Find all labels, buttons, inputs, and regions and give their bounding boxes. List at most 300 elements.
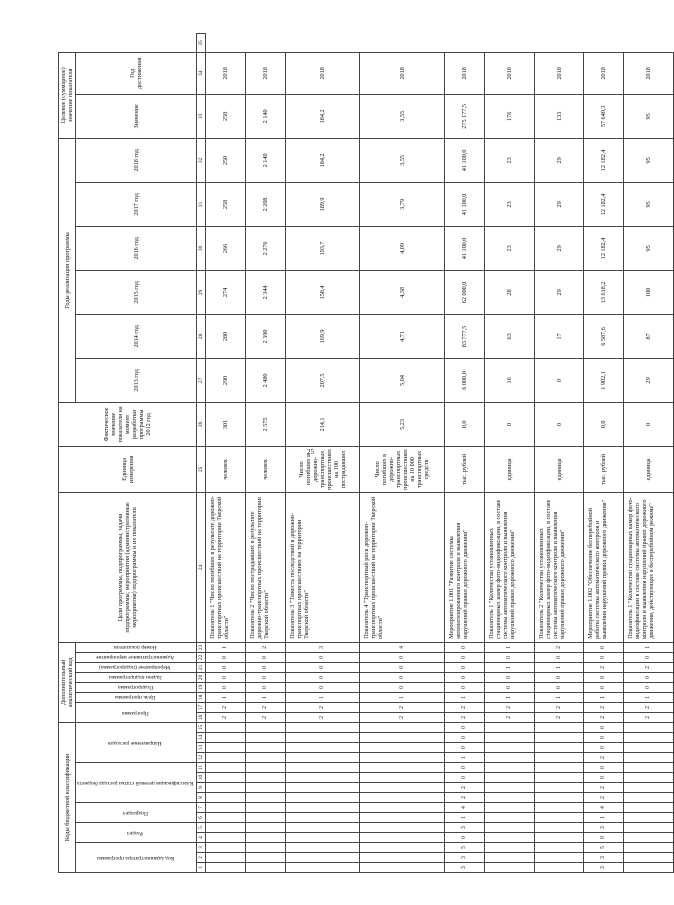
column-number: 24	[197, 492, 206, 642]
code-cell: 3	[444, 863, 484, 873]
code-cell: 0	[624, 652, 674, 662]
column-number: 10	[197, 773, 206, 783]
code-cell: 0	[534, 672, 584, 682]
code-cell	[286, 853, 360, 863]
header-final-group: Целевое (суммарное) значение показателя	[59, 52, 76, 138]
indicator-name: Показатель 2 "Количество установленных стационарных камер фото-видеофиксации, в составе системы автоматического контроля и выявления нарушений правил дорожного движения"	[534, 492, 584, 642]
code-cell	[534, 853, 584, 863]
code-cell	[246, 853, 286, 863]
code-cell	[624, 823, 674, 833]
code-cell: 1	[360, 692, 444, 702]
year-value-cell: 258	[206, 182, 246, 226]
indicator-name: Показатель 1 "Количество установленных стационарных камер фото-видеофиксации, в составе системы автоматического контроля и выявления нарушений правил дорожного движения"	[484, 492, 534, 642]
code-cell: 2	[534, 702, 584, 712]
column-number: 23	[197, 642, 206, 652]
base-value-cell: 0	[484, 402, 534, 446]
code-cell: 1	[624, 692, 674, 702]
final-value-cell: 250	[206, 94, 246, 138]
code-cell	[534, 753, 584, 763]
code-cell	[206, 783, 246, 793]
code-cell: 0	[484, 672, 534, 682]
code-cell	[624, 722, 674, 732]
extra-label-2	[76, 682, 197, 692]
code-cell: 2	[534, 712, 584, 722]
table-row	[484, 34, 534, 873]
table-header	[59, 34, 206, 873]
base-value-cell: 0	[534, 402, 584, 446]
code-cell: 1	[484, 642, 534, 652]
year-value-cell: 29	[534, 182, 584, 226]
code-label-0-text: Код администратора программы	[96, 855, 174, 861]
year-header-1: 2014 год	[76, 314, 197, 358]
code-cell	[624, 793, 674, 803]
final-year-cell: 2018	[444, 52, 484, 94]
code-cell: 2	[624, 702, 674, 712]
code-cell: 2	[534, 642, 584, 652]
code-cell	[484, 823, 534, 833]
final-year-cell: 2018	[624, 52, 674, 94]
year-value-cell: 41 100,0	[444, 138, 484, 182]
code-label-4-text: Направление расходов	[108, 739, 163, 746]
final-value-cell: 3,55	[360, 94, 444, 138]
base-value-cell: 214,1	[286, 402, 360, 446]
year-value-cell: 29	[624, 358, 674, 402]
year-value-cell: 193,7	[286, 226, 360, 270]
code-cell: 0	[444, 743, 484, 753]
code-cell: 2	[444, 712, 484, 722]
year-value-cell: 62 000,0	[444, 270, 484, 314]
code-cell: 0	[360, 682, 444, 692]
code-cell: 2	[246, 642, 286, 652]
year-value-cell: 158,4	[286, 270, 360, 314]
code-cell	[534, 843, 584, 853]
code-cell: 2	[584, 662, 624, 672]
code-cell	[624, 753, 674, 763]
column-number: 26	[197, 402, 206, 446]
code-cell	[624, 803, 674, 813]
code-cell: 2	[206, 702, 246, 712]
final-year-cell: 2018	[286, 52, 360, 94]
extra-label-1	[76, 692, 197, 702]
code-cell: 0	[624, 672, 674, 682]
column-number: 18	[197, 692, 206, 702]
code-cell	[484, 803, 534, 813]
code-cell	[286, 803, 360, 813]
code-cell	[206, 773, 246, 783]
column-number: 2	[197, 853, 206, 863]
code-cell	[360, 793, 444, 803]
code-cell: 3	[584, 863, 624, 873]
unit-cell: человек	[206, 446, 246, 492]
code-cell: 0	[286, 682, 360, 692]
final-year-cell: 2018	[534, 52, 584, 94]
code-cell	[534, 833, 584, 843]
code-cell	[286, 773, 360, 783]
code-cell: 0	[246, 682, 286, 692]
code-cell: 1	[206, 642, 246, 652]
code-cell	[246, 722, 286, 732]
code-cell	[246, 753, 286, 763]
code-cell	[206, 803, 246, 813]
table-row	[286, 34, 360, 873]
code-cell: 0	[444, 773, 484, 783]
year-value-cell: 3,55	[360, 138, 444, 182]
code-label-0	[76, 843, 197, 873]
column-number: 31	[197, 182, 206, 226]
extra-label-0	[76, 702, 197, 722]
code-cell	[206, 793, 246, 803]
code-cell: 0	[246, 662, 286, 672]
code-cell: 0	[444, 672, 484, 682]
code-cell: 0	[584, 763, 624, 773]
final-year-header: Год достижения	[76, 52, 197, 94]
code-cell: 1	[484, 692, 534, 702]
code-cell: 3	[584, 823, 624, 833]
code-cell	[624, 833, 674, 843]
code-cell	[360, 743, 444, 753]
code-cell	[206, 853, 246, 863]
code-cell	[286, 743, 360, 753]
year-value-cell: 83 777,5	[444, 314, 484, 358]
code-cell	[246, 843, 286, 853]
code-cell	[624, 813, 674, 823]
year-value-cell: 29	[534, 138, 584, 182]
final-year-cell: 2018	[584, 52, 624, 94]
code-cell	[484, 733, 534, 743]
code-cell	[360, 853, 444, 863]
unit-cell: единица	[624, 446, 674, 492]
code-cell	[360, 773, 444, 783]
code-cell	[360, 733, 444, 743]
code-cell	[484, 843, 534, 853]
final-year-cell: 2018	[360, 52, 444, 94]
code-cell	[206, 843, 246, 853]
extra-label-5	[76, 652, 197, 662]
extra-label-4	[76, 662, 197, 672]
indicator-name: Мероприятие 1.001 "Развитие системы автоматизированного контроля и выявления нарушений правил дорожного движения"	[444, 492, 484, 642]
code-cell	[624, 853, 674, 863]
code-cell	[484, 793, 534, 803]
year-header-2: 2015 год	[76, 270, 197, 314]
code-cell: 3	[444, 823, 484, 833]
code-cell	[484, 773, 534, 783]
column-number: 16	[197, 712, 206, 722]
code-cell: 2	[246, 712, 286, 722]
column-number: 15	[197, 722, 206, 732]
page-number: 25	[307, 448, 314, 456]
code-cell: 0	[246, 672, 286, 682]
indicator-name: Показатель 1 "Количество стационарных камер фото-видеофиксации в составе системы автоматического контроля и выявления нарушений правил дорожного движения, действующих в бесперебойном режиме"	[624, 492, 674, 642]
table-row	[246, 34, 286, 873]
year-value-cell: 207,5	[286, 358, 360, 402]
code-cell: 0	[584, 733, 624, 743]
code-cell: 0	[584, 672, 624, 682]
code-cell: 0	[206, 682, 246, 692]
column-number: 1	[197, 863, 206, 873]
code-cell	[484, 783, 534, 793]
year-value-cell: 280	[206, 314, 246, 358]
code-cell	[484, 753, 534, 763]
table-row	[360, 34, 444, 873]
code-cell: 0	[444, 833, 484, 843]
year-value-cell: 4,38	[360, 270, 444, 314]
column-number: 4	[197, 833, 206, 843]
code-cell: 2	[584, 753, 624, 763]
code-cell: 1	[444, 813, 484, 823]
code-cell	[534, 823, 584, 833]
code-cell: 2	[286, 712, 360, 722]
code-cell: 0	[584, 642, 624, 652]
code-cell: 1	[484, 662, 534, 672]
base-value-cell: 5,23	[360, 402, 444, 446]
code-label-3	[76, 763, 197, 803]
year-value-cell: 2 276	[246, 226, 286, 270]
code-cell	[624, 863, 674, 873]
code-cell	[206, 753, 246, 763]
code-cell	[206, 722, 246, 732]
code-cell	[360, 833, 444, 843]
code-cell	[360, 803, 444, 813]
code-cell	[360, 763, 444, 773]
code-cell: 2	[246, 702, 286, 712]
year-value-cell: 2 390	[246, 314, 286, 358]
code-cell	[360, 823, 444, 833]
column-number: 22	[197, 652, 206, 662]
year-value-cell: 95	[624, 138, 674, 182]
final-value-cell: 184,2	[286, 94, 360, 138]
code-cell: 1	[444, 692, 484, 702]
table-row	[584, 34, 624, 873]
code-cell	[246, 803, 286, 813]
code-cell: 2	[444, 783, 484, 793]
code-cell: 2	[444, 702, 484, 712]
final-year-cell: 2018	[206, 52, 246, 94]
code-cell	[286, 813, 360, 823]
column-number-row	[197, 34, 206, 873]
column-number: 6	[197, 813, 206, 823]
unit-cell: человек	[246, 446, 286, 492]
code-cell	[484, 863, 534, 873]
year-value-cell: 6 000,0	[444, 358, 484, 402]
base-value-cell: 301	[206, 402, 246, 446]
code-cell	[624, 783, 674, 793]
code-cell	[484, 743, 534, 753]
year-value-cell: 12 182,4	[584, 226, 624, 270]
code-cell	[360, 863, 444, 873]
code-cell: 0	[484, 682, 534, 692]
code-cell	[534, 813, 584, 823]
year-value-cell: 4,71	[360, 314, 444, 358]
year-value-cell: 17	[534, 314, 584, 358]
column-number: 29	[197, 270, 206, 314]
code-cell: 0	[584, 722, 624, 732]
code-cell	[246, 863, 286, 873]
code-cell: 5	[444, 843, 484, 853]
year-header-3: 2016 год	[76, 226, 197, 270]
code-cell: 0	[584, 652, 624, 662]
code-cell: 2	[584, 702, 624, 712]
header-program-col: Цели программы, подпрограммы, задачи подпрограммы, мероприятия (административные мероприятия) подпрограммы и их показатели	[59, 492, 197, 642]
year-value-cell: 41 100,0	[444, 226, 484, 270]
year-value-cell: 6 587,6	[584, 314, 624, 358]
code-cell: 0	[584, 682, 624, 692]
year-value-cell: 63	[484, 314, 534, 358]
header-codes-group: Коды бюджетной классификации	[59, 722, 76, 872]
code-cell: 0	[246, 652, 286, 662]
code-cell	[484, 853, 534, 863]
indicator-name: Показатель 3 "Тяжесть последствий в дорожно-транспортных происшествиях на территории Тверской области"	[286, 492, 360, 642]
code-cell: 0	[444, 662, 484, 672]
year-header-4: 2017 год	[76, 182, 197, 226]
code-cell	[246, 793, 286, 803]
extra-label-6	[76, 642, 197, 652]
code-cell: 0	[360, 652, 444, 662]
year-value-cell: 23	[484, 138, 534, 182]
year-value-cell: 41 100,0	[444, 182, 484, 226]
final-value-cell: 176	[484, 94, 534, 138]
header-extra-group: Дополнительный аналитический код	[59, 642, 76, 722]
unit-cell: единица	[534, 446, 584, 492]
unit-cell: тыс. рублей	[444, 446, 484, 492]
indicator-name: Показатель 1 "Число погибших в результате дорожно-транспортных происшествий на территории Тверской области"	[206, 492, 246, 642]
base-value-cell: 0,0	[584, 402, 624, 446]
code-cell: 5	[584, 843, 624, 853]
code-cell	[534, 722, 584, 732]
code-cell: 4	[444, 803, 484, 813]
code-cell: 2	[444, 793, 484, 803]
code-cell: 2	[584, 783, 624, 793]
code-cell	[206, 823, 246, 833]
code-cell	[624, 743, 674, 753]
code-cell: 0	[286, 652, 360, 662]
code-cell: 0	[360, 662, 444, 672]
code-cell: 1	[246, 692, 286, 702]
year-value-cell: 23	[484, 226, 534, 270]
code-cell	[286, 843, 360, 853]
code-cell: 2	[286, 702, 360, 712]
code-cell	[624, 733, 674, 743]
code-cell: 1	[534, 662, 584, 672]
code-cell	[534, 773, 584, 783]
year-value-cell: 29	[534, 270, 584, 314]
indicator-name: Показатель 4 "Транспортный риск дорожно-транспортных происшествий на территории Тверской области"	[360, 492, 444, 642]
code-cell: 0	[286, 662, 360, 672]
year-value-cell: 1 902,1	[584, 358, 624, 402]
year-value-cell: 0	[534, 358, 584, 402]
table-row	[444, 34, 484, 873]
code-cell: 2	[584, 793, 624, 803]
code-cell: 4	[360, 642, 444, 652]
final-value-cell: 57 640,3	[584, 94, 624, 138]
code-cell	[286, 753, 360, 763]
base-value-cell: 2 575	[246, 402, 286, 446]
column-number: 34	[197, 52, 206, 94]
code-cell	[246, 773, 286, 783]
column-number: 9	[197, 783, 206, 793]
code-cell	[206, 733, 246, 743]
extra-label-3-text: Задачи подпрограммы	[108, 673, 162, 680]
year-value-cell: 13 618,2	[584, 270, 624, 314]
code-cell: 0	[360, 672, 444, 682]
code-cell: 0	[584, 833, 624, 843]
code-cell: 0	[534, 682, 584, 692]
extra-label-4-text: Мероприятие (подпрограмма)	[99, 663, 171, 670]
column-number: 25	[197, 446, 206, 492]
code-cell: 3	[584, 853, 624, 863]
program-indicators-table	[58, 33, 674, 873]
code-cell: 0	[444, 682, 484, 692]
code-cell	[484, 833, 534, 843]
code-cell	[360, 722, 444, 732]
code-cell	[206, 763, 246, 773]
year-value-cell: 184,2	[286, 138, 360, 182]
year-value-cell: 100	[624, 270, 674, 314]
extra-label-3	[76, 672, 197, 682]
code-cell	[534, 743, 584, 753]
indicator-name: Показатель 2 "Число пострадавших в результате дорожно-транспортных происшествий на территории Тверской области"	[246, 492, 286, 642]
code-label-4	[76, 722, 197, 762]
year-header-0: 2013 год	[76, 358, 197, 402]
rotated-table-frame	[58, 33, 656, 873]
column-number: 21	[197, 662, 206, 672]
column-number: 28	[197, 314, 206, 358]
column-number: 30	[197, 226, 206, 270]
code-cell: 0	[584, 743, 624, 753]
year-value-cell: 23	[484, 182, 534, 226]
header-unit-col: Единица измерения	[59, 446, 197, 492]
final-value-cell: 133	[534, 94, 584, 138]
code-cell: 2	[206, 712, 246, 722]
code-cell	[360, 783, 444, 793]
code-cell	[360, 843, 444, 853]
extra-label-1-text: Цель программы	[115, 693, 156, 700]
code-cell: 0	[444, 652, 484, 662]
code-cell	[286, 823, 360, 833]
year-value-cell: 274	[206, 270, 246, 314]
header-years-group: Годы реализации программы	[59, 138, 76, 402]
column-number: 27	[197, 358, 206, 402]
code-label-2-text: Подраздел	[122, 810, 148, 816]
column-number: 12	[197, 753, 206, 763]
final-year-cell: 2018	[246, 52, 286, 94]
unit-cell: тыс. рублей	[584, 446, 624, 492]
code-cell: 0	[286, 672, 360, 682]
column-number: 32	[197, 138, 206, 182]
year-value-cell: 95	[624, 226, 674, 270]
code-label-2	[76, 803, 197, 823]
code-cell: 0	[484, 652, 534, 662]
code-cell	[286, 833, 360, 843]
code-cell: 2	[360, 702, 444, 712]
code-cell	[534, 793, 584, 803]
code-cell: 3	[286, 642, 360, 652]
code-cell	[534, 803, 584, 813]
table-row	[534, 34, 584, 873]
code-cell	[246, 763, 286, 773]
final-year-cell: 2018	[484, 52, 534, 94]
year-value-cell: 4,09	[360, 226, 444, 270]
year-value-cell: 2 140	[246, 138, 286, 182]
column-number: 3	[197, 843, 206, 853]
final-value-header: Значение	[76, 94, 197, 138]
column-number: 8	[197, 793, 206, 803]
code-cell: 2	[584, 712, 624, 722]
year-header-5: 2018 год	[76, 138, 197, 182]
table-body	[206, 34, 674, 873]
code-cell: 0	[206, 652, 246, 662]
year-value-cell: 95	[624, 182, 674, 226]
code-cell	[624, 763, 674, 773]
